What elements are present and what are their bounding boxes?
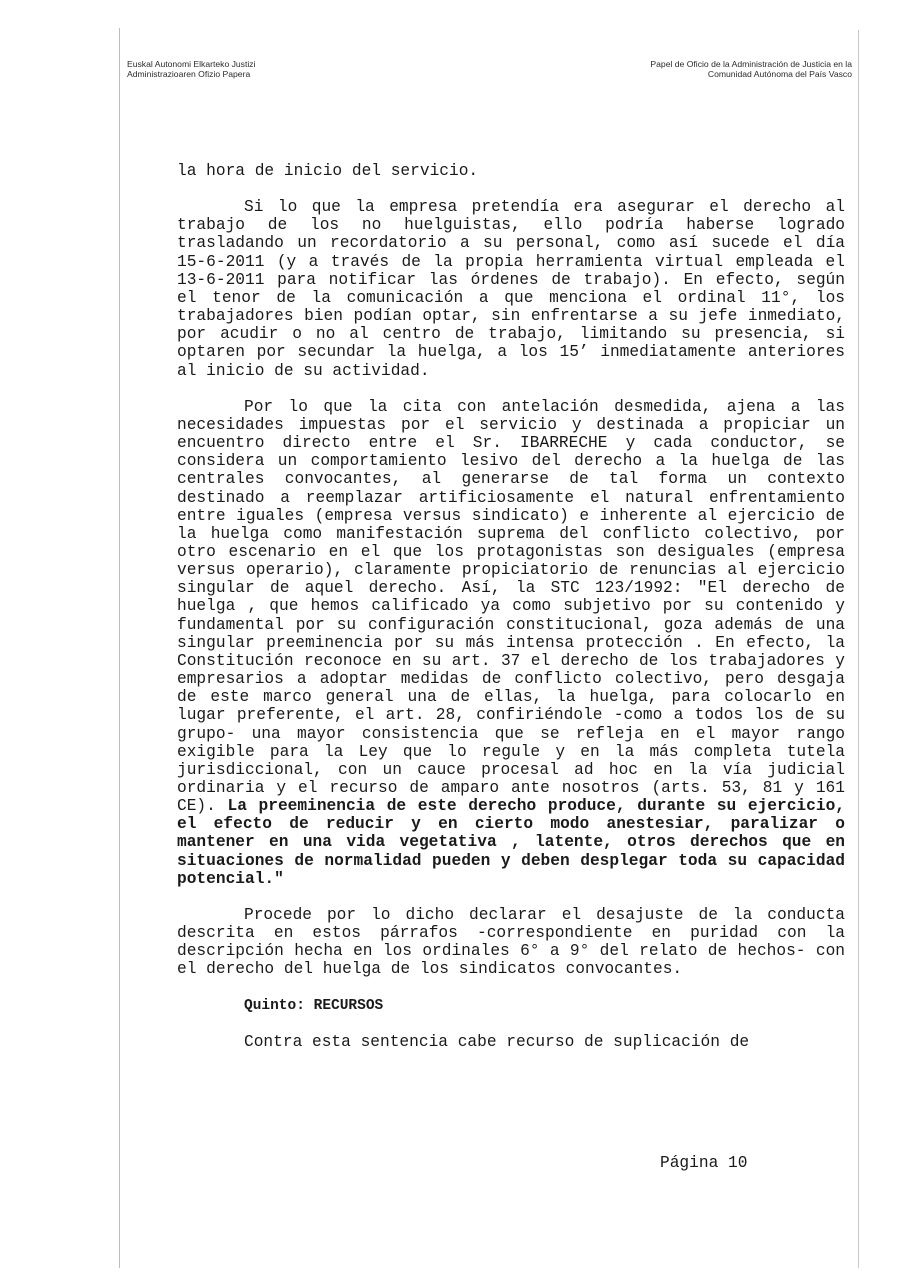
header-spanish-line2: Comunidad Autónoma del País Vasco — [707, 68, 852, 79]
header-basque — [127, 60, 256, 80]
paragraph-contra: Contra esta sentencia cabe recurso de suplicación de — [244, 1032, 750, 1051]
left-margin-rule — [119, 28, 120, 1268]
header-basque-line1: Euskal Autonomi Elkarteko Justizi — [127, 59, 256, 69]
paragraph-continuation: la hora de inicio del servicio. — [177, 162, 479, 180]
document-body — [177, 162, 845, 1069]
header-basque-line2: Administrazioaren Ofizio Papera — [127, 68, 251, 79]
paragraph-derecho-trabajo: Si lo que la empresa pretendía era asegurar el derecho al trabajo de los no huelguistas, ello podría haberse logrado trasladando un recordatorio a su personal, como así sucede el día 15-6-2011 (y a través de la propia herramienta virtual empleada el 13-6-2011 para notificar las órdenes de trabajo). En efecto, según el tenor de la comunicación a que menciona el ordinal 11°, los trabajadores bien podían optar, sin enfrentarse a su jefe inmediato, por acudir o no al centro de trabajo, limitando su presencia, si optaren por secundar la huelga, a los 15’ inmediatamente anteriores al inicio de su actividad. — [177, 198, 845, 380]
stc-quote-bold: La preeminencia de este derecho produce, durante su ejercicio, el efecto de reducir y en cierto modo anestesiar, paralizar o mantener en una vida vegetativa , latente, otros derechos que en situaciones de normalidad pueden y deben desplegar toda su capacidad potencial." — [177, 797, 845, 888]
paragraph-cita-antelacion — [177, 398, 845, 888]
section-title-recursos: Quinto: RECURSOS — [244, 997, 384, 1014]
right-margin-rule — [858, 30, 859, 1268]
header-spanish-line1: Papel de Oficio de la Administración de Justicia en la — [650, 59, 852, 69]
paragraph-cita-text: Por lo que la cita con antelación desmedida, ajena a las necesidades impuestas por el servicio y destinada a propiciar un encuentro directo entre el Sr. IBARRECHE y cada conductor, se considera un comportamiento lesivo del derecho a la huelga de las centrales convocantes, al generarse de tal forma un contexto destinado a reemplazar artificiosamente el natural enfrentamiento entre iguales (empresa versus sindicato) e inherente al ejercicio de la huelga como manifestación suprema del conflicto colectivo, por otro escenario en el que los protagonistas son desiguales (empresa versus operario), claramente propiciatorio de renuncias al ejercicio singular de aquel derecho. Así, la STC 123/1992: "El derecho de huelga , que hemos calificado ya como subjetivo por su contenido y fundamental por su configuración constitucional, goza además de una singular preeminencia por su más intensa protección . En efecto, la Constitución reconoce en su art. 37 el derecho de los trabajadores y empresarios a adoptar medidas de conflicto colectivo, pero desgaja de este marco general una de ellas, la huelga, para colocarlo en lugar preferente, el art. 28, confiriéndole -como a todos los de su grupo- una mayor consistencia que se refleja en el mayor rango exigible para la Ley que lo regule y en la más completa tutela jurisdiccional, con un cauce procesal ad hoc en la vía judicial ordinaria y el recurso de amparo ante nosotros (arts. 53, 81 y 161 CE). — [177, 397, 845, 816]
header-spanish — [650, 60, 852, 80]
page-number: Página 10 — [660, 1154, 748, 1172]
paragraph-procede: Procede por lo dicho declarar el desajuste de la conducta descrita en estos párrafos -correspondiente en puridad con la descripción hecha en los ordinales 6° a 9° del relato de hechos- con el derecho del huelga de los sindicatos convocantes. — [177, 905, 845, 979]
